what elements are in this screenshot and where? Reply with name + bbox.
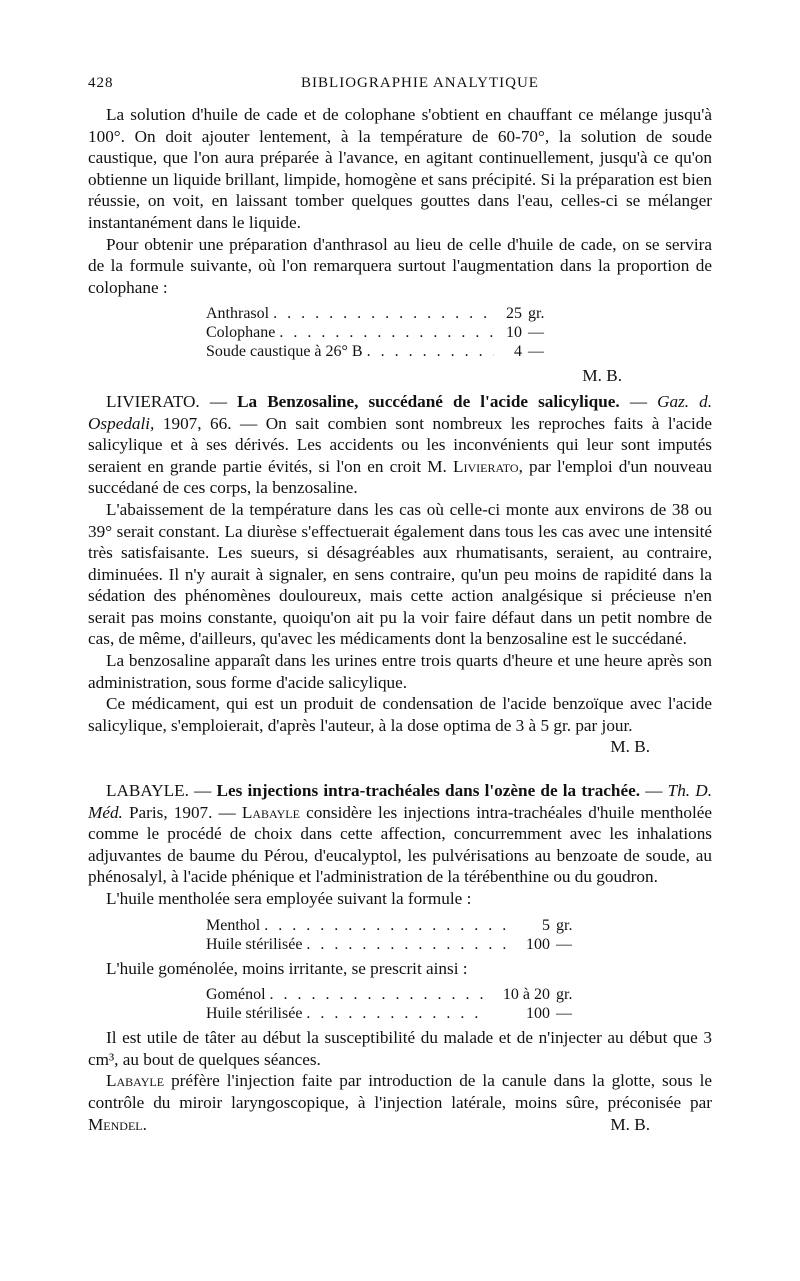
leader-dots	[306, 1004, 488, 1023]
signature: M. B.	[610, 1114, 650, 1134]
paragraph	[88, 693, 712, 758]
ingredient-qty: 100	[526, 1005, 550, 1023]
paragraph-text: Ce médicament, qui est un produit de condensation de l'acide benzoïque avec l'acide salicylique, s'emploierait, d'après l'auteur, à la dose optima de 3 à 5 gr. par jour.	[88, 694, 712, 735]
ingredient-name: Goménol	[206, 986, 266, 1004]
page-header	[88, 75, 712, 92]
ingredient-unit: gr.	[528, 305, 545, 323]
ingredient-unit: gr.	[556, 986, 573, 1004]
paragraph: Pour obtenir une préparation d'anthrasol au lieu de celle d'huile de cade, on se servira de la formule suivante, où l'on remarquera surtout l'augmentation dans la proportion de colophane :	[88, 234, 712, 297]
running-title: BIBLIOGRAPHIE ANALYTIQUE	[301, 75, 539, 91]
formula-row	[206, 985, 586, 1004]
formula-row	[206, 916, 586, 935]
ingredient-name: Anthrasol	[206, 305, 270, 323]
paragraph: L'huile mentholée sera employée suivant la formule :	[106, 889, 472, 908]
leader-dots	[306, 935, 516, 954]
article-title: La Benzosaline, succédané de l'acide salicylique.	[237, 391, 620, 411]
formula-anthrasol	[206, 304, 556, 361]
formula-row	[206, 935, 586, 954]
author-ref: Labayle	[106, 1071, 165, 1091]
formula-row	[206, 323, 556, 342]
formula-row	[206, 342, 556, 361]
spacer	[88, 758, 712, 780]
formula-gomenol	[206, 985, 586, 1023]
author-ref: Livierato	[452, 456, 519, 476]
ingredient-qty: 10 à 20	[502, 986, 550, 1004]
punctuation: .	[142, 1114, 147, 1134]
leader-dots	[270, 985, 488, 1004]
article-title: Les injections intra-trachéales dans l'ozène de la trachée.	[216, 781, 641, 801]
leader-dots	[273, 304, 494, 323]
signature: M. B.	[582, 366, 622, 386]
ingredient-qty: 100	[526, 935, 550, 953]
ingredient-qty: 4	[514, 343, 522, 361]
formula-menthol	[206, 916, 586, 954]
source: Gaz. d. Ospedali,	[88, 391, 713, 433]
article-text: Paris, 1907. —	[128, 802, 236, 822]
ingredient-unit: —	[556, 1005, 572, 1023]
formula-row	[206, 1004, 586, 1023]
article-text: considère les injections intra-trachéales d'huile mentholée comme le procédé de choix dans cette affection, concurremment avec les inhalations adjuvantes de baume du Pérou, d'eucalyptol, les pulvérisations au benzoate de soude, au phénosalyl, à l'acide phénique et l'administration de la térébenthine ou du goudron.	[88, 802, 713, 887]
ingredient-name: Colophane	[206, 324, 276, 342]
paragraph: La benzosaline apparaît dans les urines entre trois quarts d'heure et une heure après son administration, sous forme d'acide salicylique.	[88, 651, 712, 692]
dash: —	[194, 781, 212, 801]
page-body	[88, 104, 712, 1135]
paragraph: La solution d'huile de cade et de colophane s'obtient en chauffant ce mélange jusqu'à 100°. On doit ajouter lentement, à la température de 60-70°, la solution de soude caustique, que l'on aura préparée à l'avance, en agitant continuellement, jusqu'à ce qu'on obtienne un liquide brillant, limpide, homogène et sans précipité. Si la préparation est bien réussie, on voit, en laissant tomber quelques gouttes dans l'eau, celles-ci se mélanger instantanément dans le liquide.	[88, 105, 712, 232]
paragraph: L'huile goménolée, moins irritante, se prescrit ainsi :	[106, 958, 468, 978]
author: LABAYLE.	[106, 781, 189, 801]
author: LIVIERATO.	[106, 391, 200, 411]
ingredient-unit: gr.	[556, 916, 573, 934]
ingredient-name: Soude caustique à 26° B	[206, 343, 363, 361]
ingredient-unit: —	[556, 935, 572, 953]
dash: —	[645, 781, 663, 801]
ingredient-qty: 25	[506, 305, 522, 323]
ingredient-qty: 10	[506, 324, 522, 342]
ingredient-unit: —	[528, 343, 544, 361]
ingredient-unit: —	[528, 324, 544, 342]
leader-dots	[264, 916, 516, 935]
dash: —	[629, 391, 647, 411]
article-livierato	[88, 391, 712, 499]
article-labayle	[88, 780, 712, 888]
signature: M. B.	[610, 737, 650, 757]
leader-dots	[279, 323, 494, 342]
paragraph: Il est utile de tâter au début la susceptibilité du malade et de n'injecter au début que 3 cm³, au bout de quelques séances.	[88, 1028, 712, 1069]
source: Th. D. Méd.	[88, 781, 712, 822]
author-ref: Labayle	[241, 802, 300, 822]
leader-dots	[367, 342, 494, 361]
ingredient-name: Menthol	[206, 916, 261, 934]
paragraph	[88, 1070, 712, 1135]
page-number: 428	[88, 75, 114, 91]
article-text: , par l'emploi d'un nouveau succédané de ces corps, la benzosaline.	[88, 456, 712, 498]
formula-row	[206, 304, 556, 323]
ingredient-name: Huile stérilisée	[206, 935, 303, 953]
article-text: 1907, 66. — On sait combien sont nombreux les reproches faits à l'acide salicylique et à ses dérivés. Les accidents ou les inconvénients qui leur sont imputés seraient en grande partie évités, si l'on en croit M.	[88, 413, 713, 476]
author-ref: Mendel	[88, 1114, 143, 1134]
ingredient-name: Huile stérilisée	[206, 1005, 303, 1023]
paragraph: L'abaissement de la température dans les cas où celle-ci monte aux environs de 38 ou 39° serait constant. La diurèse s'effectuerait également dans tous les cas avec une intensité très satisfaisante. Les sueurs, si désagréables aux rhumatisants, seraient, au contraire, diminuées. Il n'y aurait à signaler, en sens contraire, qu'un peu moins de rapidité dans la sédation des phénomènes douloureux, mais cette action analgésique si précieuse n'en serait pas moins constante, quoiqu'on ait pu la voir faire défaut dans un petit nombre de cas, de même, d'ailleurs, qu'avec les médicaments dont la benzosaline est le succédané.	[88, 499, 712, 649]
ingredient-qty: 5	[542, 916, 550, 934]
paragraph-text: préfère l'injection faite par introduction de la canule dans la glotte, sous le contrôle du miroir laryngoscopique, à l'injection latérale, moins sûre, préconisée par	[88, 1071, 712, 1112]
dash: —	[209, 391, 227, 411]
